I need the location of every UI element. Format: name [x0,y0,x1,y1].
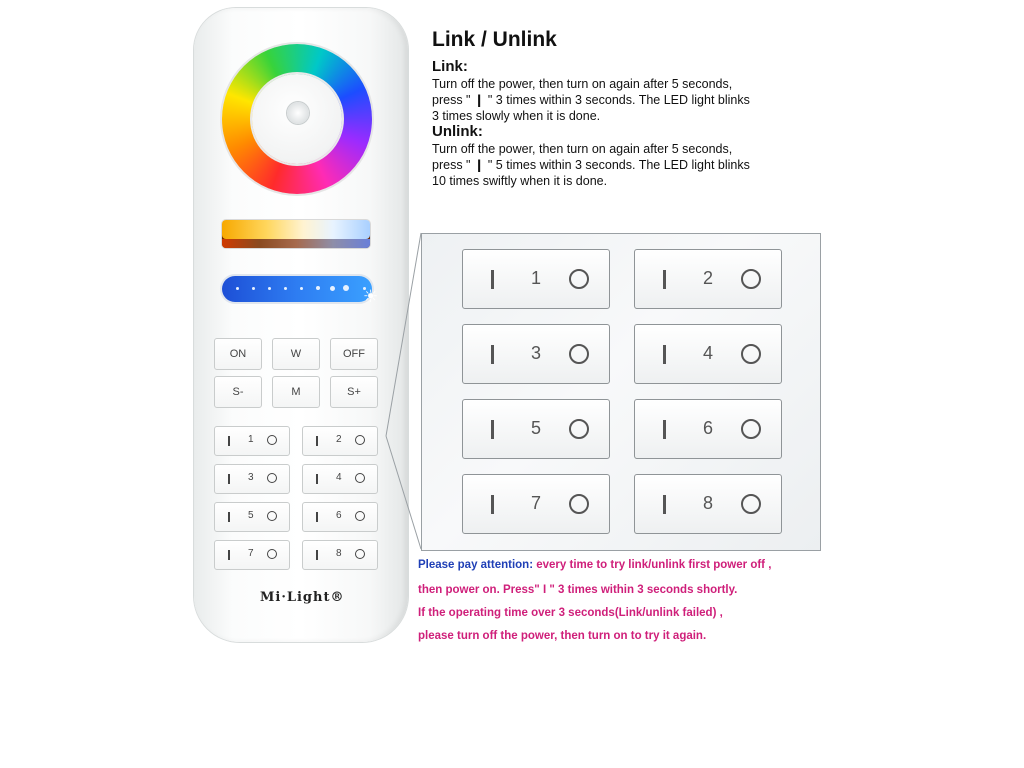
zone-button-5[interactable] [214,502,290,532]
attention-note-line-1 [418,558,771,572]
zone-button-6[interactable] [302,502,378,532]
zoom-zone-button-6[interactable] [634,399,782,459]
wheel-center [252,74,342,164]
off-ring-icon [741,419,761,439]
brightness-dot [268,287,271,290]
zone-number: 5 [531,418,542,438]
brightness-dot [252,287,255,290]
zoom-zone-button-8[interactable] [634,474,782,534]
white-button[interactable]: W [272,338,320,370]
off-ring-icon [355,511,365,521]
zoom-zone-button-4[interactable] [634,324,782,384]
zone-button-4[interactable] [302,464,378,494]
off-ring-icon [267,511,277,521]
zone-number: 7 [531,493,542,513]
on-bar-icon [663,345,666,364]
unlink-line-2: press " ❙ " 5 times within 3 seconds. The LED light blinks [432,158,750,172]
brightness-dot [236,287,239,290]
off-button[interactable]: OFF [330,338,378,370]
on-bar-icon [228,550,230,560]
off-ring-icon [569,269,589,289]
zone-number: 2 [703,268,714,288]
attention-note-line-3: If the operating time over 3 seconds(Link/unlink failed) , [418,607,723,619]
unlink-line-3: 10 times swiftly when it is done. [432,174,608,188]
off-ring-icon [569,419,589,439]
zone-number: 1 [248,434,254,445]
brightness-slider[interactable] [222,276,379,306]
page-title: Link / Unlink [432,28,557,51]
brightness-dot [343,285,349,291]
attention-note-line-2: then power on. Press" I " 3 times within 3 seconds shortly. [418,584,738,596]
on-bar-icon [316,474,318,484]
zone-number: 6 [703,418,714,438]
on-bar-icon [228,512,230,522]
zone-number: 2 [336,434,342,445]
zoom-zone-button-7[interactable] [462,474,610,534]
link-instructions [432,76,802,124]
off-ring-icon [741,344,761,364]
off-ring-icon [355,549,365,559]
on-bar-icon [663,495,666,514]
on-bar-icon [491,345,494,364]
on-bar-icon [316,512,318,522]
zone-number: 1 [531,268,542,288]
zone-number: 7 [248,548,254,559]
on-bar-icon [316,436,318,446]
on-bar-icon [491,270,494,289]
on-bar-icon [663,420,666,439]
color-wheel[interactable] [222,44,372,194]
zone-button-3[interactable] [214,464,290,494]
wheel-center-dot[interactable] [287,102,309,124]
on-bar-icon [228,474,230,484]
attention-lead: Please pay attention: [418,559,534,571]
speed-down-button[interactable]: S- [214,376,262,408]
zone-number: 5 [248,510,254,521]
zone-number: 8 [336,548,342,559]
zone-button-8[interactable] [302,540,378,570]
color-temperature-slider[interactable] [222,220,370,248]
sun-icon: ☀ [363,287,379,306]
brightness-dot [300,287,303,290]
brightness-dot [284,287,287,290]
zone-number: 4 [703,343,714,363]
off-ring-icon [741,494,761,514]
off-ring-icon [355,473,365,483]
on-bar-icon [491,495,494,514]
unlink-line-1: Turn off the power, then turn on again after 5 seconds, [432,142,733,156]
off-ring-icon [267,473,277,483]
zoom-zone-button-1[interactable] [462,249,610,309]
on-bar-icon [663,270,666,289]
on-bar-icon [491,420,494,439]
on-button[interactable]: ON [214,338,262,370]
zone-number: 3 [531,343,542,363]
zoom-zone-button-5[interactable] [462,399,610,459]
link-line-3: 3 times slowly when it is done. [432,109,601,123]
brand-logo: Mi·Light® [260,590,345,605]
zone-button-7[interactable] [214,540,290,570]
zoom-zone-button-3[interactable] [462,324,610,384]
speed-up-button[interactable]: S+ [330,376,378,408]
link-line-1: Turn off the power, then turn on again after 5 seconds, [432,77,733,91]
off-ring-icon [741,269,761,289]
zone-button-2[interactable] [302,426,378,456]
attention-text-1: every time to try link/unlink first power off , [533,559,772,571]
link-line-2: press " ❙ " 3 times within 3 seconds. The LED light blinks [432,93,750,107]
zone-number: 4 [336,472,342,483]
zone-button-1[interactable] [214,426,290,456]
zone-buttons-zoom-panel [421,233,821,551]
off-ring-icon [569,494,589,514]
off-ring-icon [355,435,365,445]
unlink-instructions [432,141,802,189]
off-ring-icon [267,435,277,445]
link-heading: Link: [432,58,468,75]
attention-note-line-4: please turn off the power, then turn on to try it again. [418,630,707,642]
remote-control [194,8,408,642]
on-bar-icon [316,550,318,560]
zone-number: 6 [336,510,342,521]
off-ring-icon [267,549,277,559]
unlink-heading: Unlink: [432,123,483,140]
brightness-dot [316,286,320,290]
mode-button[interactable]: M [272,376,320,408]
on-bar-icon [228,436,230,446]
zone-number: 3 [248,472,254,483]
zone-number: 8 [703,493,714,513]
brightness-dot [330,286,335,291]
zoom-zone-button-2[interactable] [634,249,782,309]
off-ring-icon [569,344,589,364]
